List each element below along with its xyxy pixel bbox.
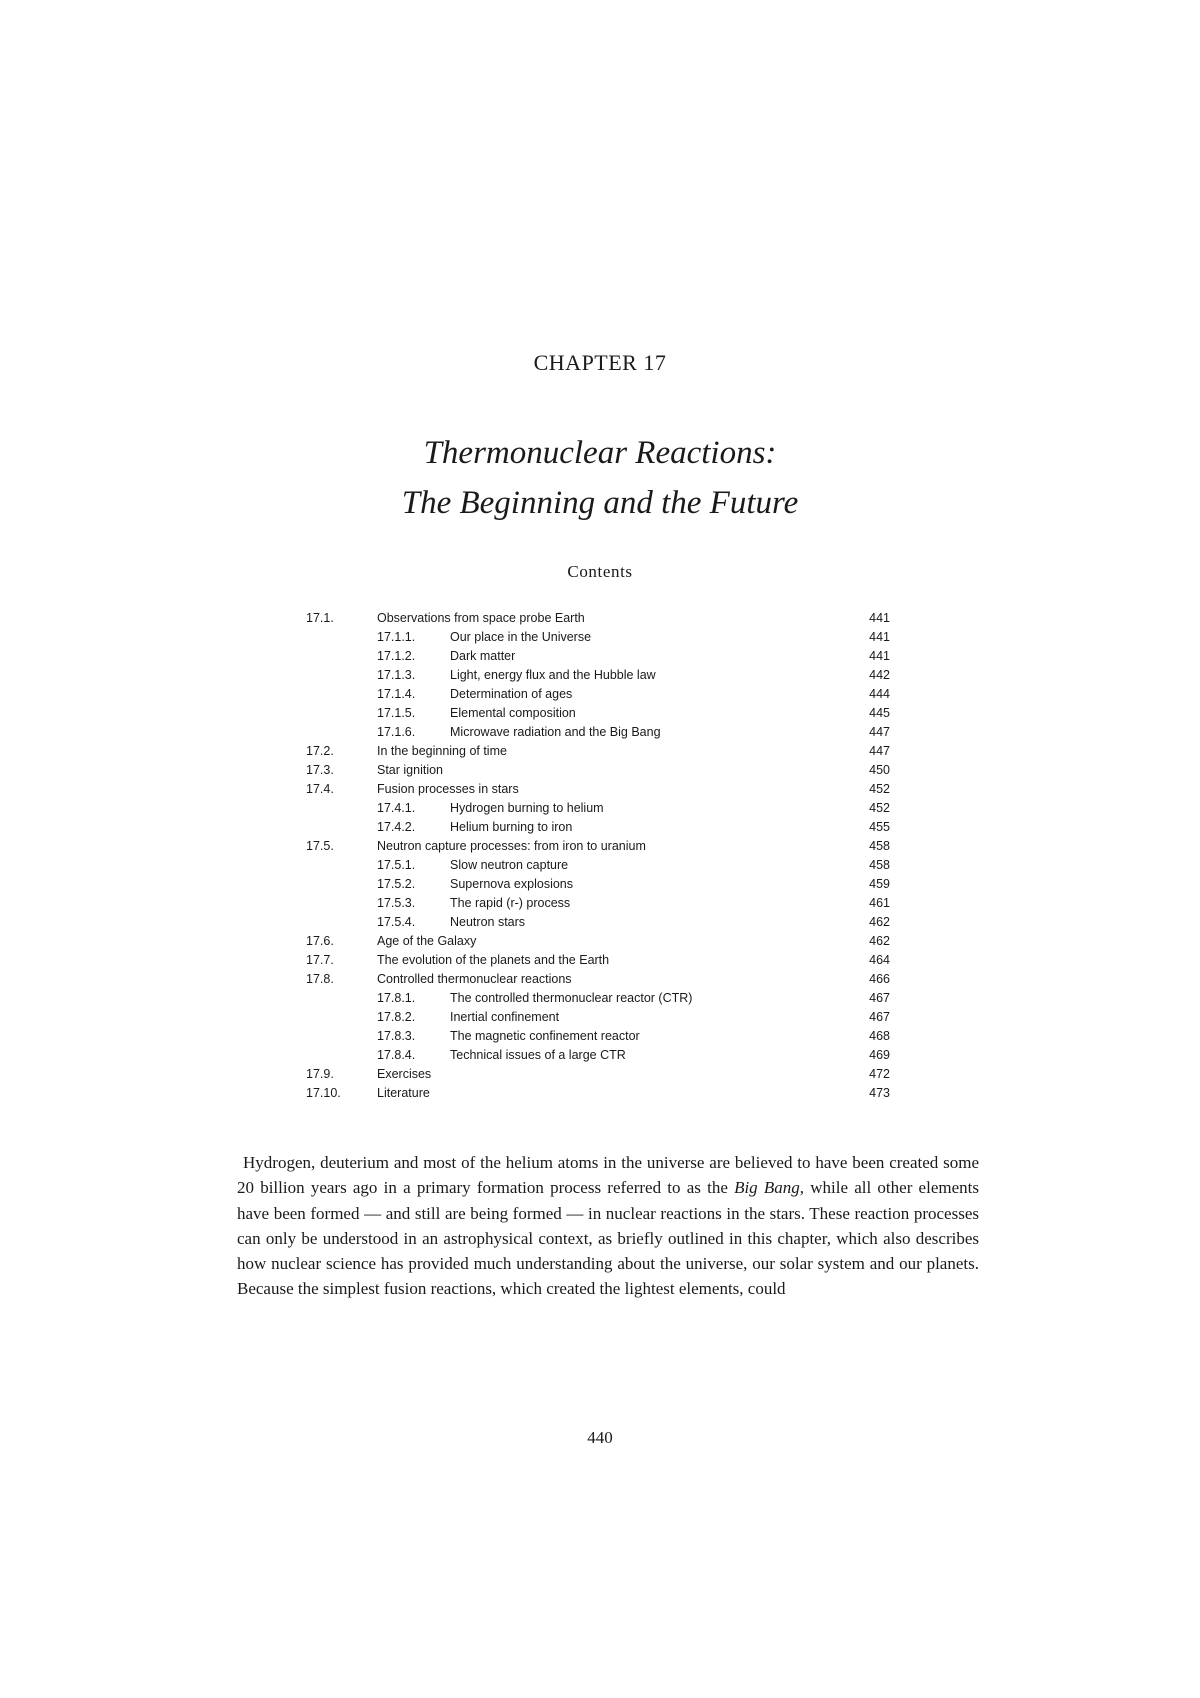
toc-entry (306, 799, 890, 818)
toc-entry (306, 875, 890, 894)
toc-entry (306, 932, 890, 951)
toc-entry (306, 1065, 890, 1084)
toc-entry-title: In the beginning of time (377, 744, 507, 758)
toc-entry-number: 17.1.3. (377, 668, 416, 682)
toc-entry (306, 647, 890, 666)
toc-entry (306, 951, 890, 970)
chapter-title-line-1: Thermonuclear Reactions: (423, 435, 777, 471)
toc-entry (306, 723, 890, 742)
toc-entry-number: 17.5.1. (377, 858, 416, 872)
toc-entry (306, 685, 890, 704)
toc-entry (306, 913, 890, 932)
toc-entry-page: 450 (869, 763, 890, 777)
toc-entry-title: Determination of ages (450, 687, 573, 701)
toc-entry-page: 441 (869, 611, 890, 625)
toc-entry-page: 473 (869, 1086, 890, 1100)
toc-entry-number: 17.8.3. (377, 1029, 416, 1043)
toc-entry (306, 1027, 890, 1046)
toc-entry-page: 445 (869, 706, 890, 720)
toc-entry-page: 462 (869, 934, 890, 948)
toc-entry (306, 609, 890, 628)
toc-entry (306, 1008, 890, 1027)
toc-entry-number: 17.5. (306, 839, 334, 853)
toc-entry-title: The evolution of the planets and the Earth (377, 953, 610, 967)
toc-entry-number: 17.9. (306, 1067, 334, 1081)
toc-entry-number: 17.5.2. (377, 877, 416, 891)
body-paragraph (237, 1150, 979, 1302)
toc-entry-title: Age of the Galaxy (377, 934, 477, 948)
toc-entry-page: 447 (869, 725, 890, 739)
toc-entry-page: 459 (869, 877, 890, 891)
toc-entry-number: 17.1.1. (377, 630, 416, 644)
toc-entry-page: 441 (869, 630, 890, 644)
chapter-label: CHAPTER 17 (533, 350, 667, 375)
toc-entry-title: Technical issues of a large CTR (450, 1048, 626, 1062)
toc-entry (306, 989, 890, 1008)
body-text-start: Hydrogen, deuterium and most of the helium atoms in the universe are believed to have been created some 20 billion years ago in a primary formation process referred to as the (237, 1153, 979, 1198)
toc-entry-number: 17.4.1. (377, 801, 416, 815)
toc-entry-title: Helium burning to iron (450, 820, 573, 834)
toc-entry (306, 894, 890, 913)
toc-entry-number: 17.2. (306, 744, 334, 758)
toc-entry-title: Microwave radiation and the Big Bang (450, 725, 661, 739)
toc-entry-page: 469 (869, 1048, 890, 1062)
toc-entry-number: 17.3. (306, 763, 334, 777)
toc-entry-title: Inertial confinement (450, 1010, 560, 1024)
toc-entry-title: Our place in the Universe (450, 630, 592, 644)
toc-entry-title: Neutron stars (450, 915, 526, 929)
toc-entry-number: 17.5.4. (377, 915, 416, 929)
toc-entry-number: 17.8.1. (377, 991, 416, 1005)
body-text-end: , while all other elements have been formed — and still are being formed — in nuclear reactions in the stars. These reaction processes can only be understood in an astrophysical context, as briefly outlined in this chapter, which also describes how nuclear science has provided much understanding about the universe, our solar system and our planets. Because the simplest fusion reactions, which created the lightest elements, could (237, 1178, 979, 1299)
toc-entry-title: Elemental composition (450, 706, 576, 720)
toc-entry (306, 856, 890, 875)
toc-entry-title: Star ignition (377, 763, 444, 777)
toc-entry-number: 17.1.5. (377, 706, 416, 720)
toc-entry-number: 17.4.2. (377, 820, 416, 834)
toc-entry (306, 837, 890, 856)
toc-entry-number: 17.1.4. (377, 687, 416, 701)
toc-entry-page: 467 (869, 991, 890, 1005)
toc-entry-page: 468 (869, 1029, 890, 1043)
toc-entry (306, 761, 890, 780)
page-number: 440 (587, 1428, 613, 1447)
toc-entry-title: Controlled thermonuclear reactions (377, 972, 572, 986)
toc-entry-title: Exercises (377, 1067, 432, 1081)
toc-entry (306, 704, 890, 723)
toc-entry-page: 458 (869, 839, 890, 853)
toc-entry-number: 17.8. (306, 972, 334, 986)
chapter-title-line-2: The Beginning and the Future (401, 485, 799, 521)
toc-entry-page: 466 (869, 972, 890, 986)
toc-entry-title: Literature (377, 1086, 430, 1100)
toc-entry (306, 1046, 890, 1065)
table-of-contents (306, 609, 890, 1103)
toc-entry-number: 17.10. (306, 1086, 341, 1100)
toc-entry-page: 455 (869, 820, 890, 834)
toc-entry-title: Light, energy flux and the Hubble law (450, 668, 656, 682)
toc-entry-number: 17.6. (306, 934, 334, 948)
toc-entry-title: The rapid (r-) process (450, 896, 571, 910)
toc-entry-number: 17.8.2. (377, 1010, 416, 1024)
toc-entry-page: 472 (869, 1067, 890, 1081)
toc-entry-number: 17.4. (306, 782, 334, 796)
toc-entry-title: Slow neutron capture (450, 858, 569, 872)
toc-entry-page: 464 (869, 953, 890, 967)
toc-entry-number: 17.8.4. (377, 1048, 416, 1062)
body-emphasis-big-bang: Big Bang (734, 1178, 800, 1198)
toc-entry (306, 628, 890, 647)
toc-entry-page: 447 (869, 744, 890, 758)
toc-entry-title: Neutron capture processes: from iron to uranium (377, 839, 646, 853)
toc-entry-title: Supernova explosions (450, 877, 573, 891)
toc-entry-page: 452 (869, 782, 890, 796)
toc-entry-page: 458 (869, 858, 890, 872)
toc-entry-page: 462 (869, 915, 890, 929)
chapter-title (0, 428, 1200, 528)
toc-entry-title: Fusion processes in stars (377, 782, 519, 796)
toc-entry-page: 442 (869, 668, 890, 682)
toc-entry (306, 1084, 890, 1103)
toc-entry-page: 467 (869, 1010, 890, 1024)
toc-entry (306, 742, 890, 761)
toc-entry-number: 17.1.2. (377, 649, 416, 663)
toc-entry-number: 17.5.3. (377, 896, 416, 910)
contents-heading: Contents (567, 562, 633, 581)
toc-entry (306, 780, 890, 799)
toc-entry (306, 666, 890, 685)
toc-entry-page: 441 (869, 649, 890, 663)
toc-entry-title: Observations from space probe Earth (377, 611, 585, 625)
toc-entry-page: 452 (869, 801, 890, 815)
toc-entry-title: The magnetic confinement reactor (450, 1029, 640, 1043)
toc-entry (306, 818, 890, 837)
toc-entry-page: 444 (869, 687, 890, 701)
toc-entry-title: Hydrogen burning to helium (450, 801, 604, 815)
toc-entry (306, 970, 890, 989)
toc-entry-title: The controlled thermonuclear reactor (CTR) (450, 991, 693, 1005)
toc-entry-page: 461 (869, 896, 890, 910)
toc-entry-number: 17.7. (306, 953, 334, 967)
toc-entry-number: 17.1.6. (377, 725, 416, 739)
toc-entry-number: 17.1. (306, 611, 334, 625)
toc-entry-title: Dark matter (450, 649, 516, 663)
